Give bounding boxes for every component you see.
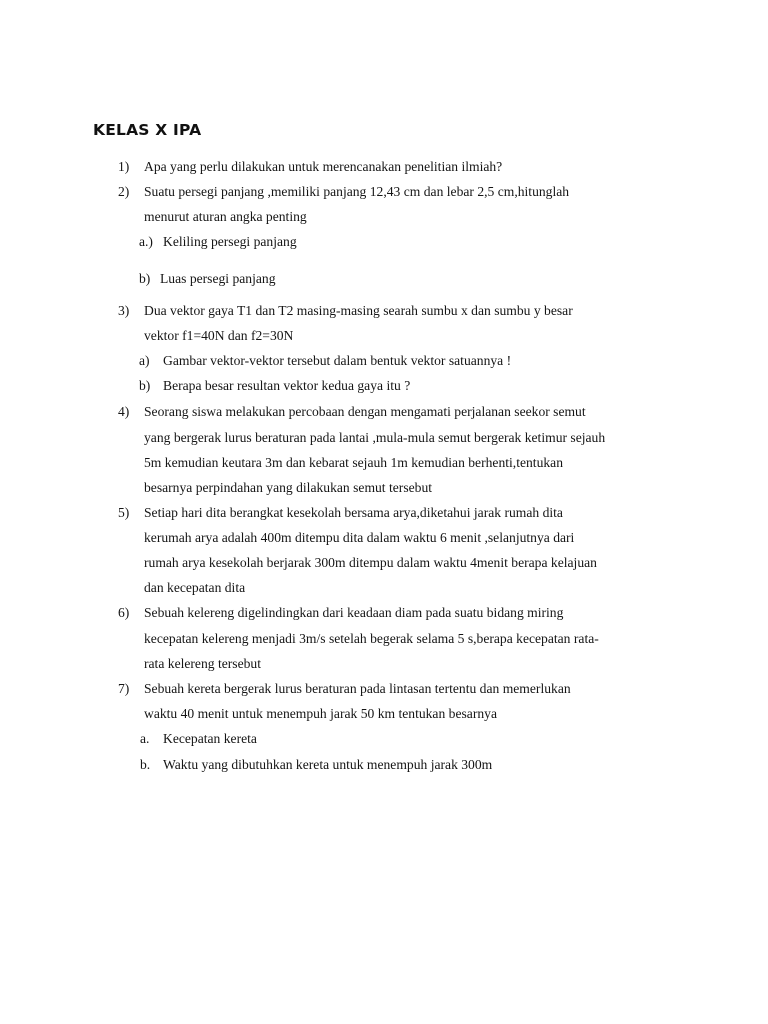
question-2-subitem-a-text: Keliling persegi panjang [163,234,297,249]
question-7-subitem-a-label: a. [140,731,150,746]
question-7-number: 7) [118,681,130,696]
question-4-number: 4) [118,404,130,419]
question-2-subitem-b-label: b) [139,271,151,286]
question-3-subitem-a-text: Gambar vektor-vektor tersebut dalam bentuk vektor satuannya ! [163,353,512,368]
question-5-text-line-4: dan kecepatan dita [144,580,246,595]
question-7-text-line-2: waktu 40 menit untuk menempuh jarak 50 km tentukan besarnya [144,706,497,721]
question-4-text-line-2: yang bergerak lurus beraturan pada lantai ,mula-mula semut bergerak ketimur sejauh [144,430,606,445]
question-7-subitem-b-text: Waktu yang dibutuhkan kereta untuk menempuh jarak 300m [163,757,493,772]
question-5-text-line-3: rumah arya kesekolah berjarak 300m ditempu dalam waktu 4menit berapa kelajuan [144,555,597,570]
question-2-text-line-2: menurut aturan angka penting [144,209,307,224]
question-2-subitem-b-text: Luas persegi panjang [160,271,276,286]
question-6-text-line-2: kecepatan kelereng menjadi 3m/s setelah begerak selama 5 s,berapa kecepatan rata- [144,631,599,646]
question-6-text-line-3: rata kelereng tersebut [144,656,261,671]
question-6-number: 6) [118,605,130,620]
question-4-text-line-3: 5m kemudian keutara 3m dan kebarat sejauh 1m kemudian berhenti,tentukan [144,455,564,470]
question-3-text-line-1: Dua vektor gaya T1 dan T2 masing-masing searah sumbu x dan sumbu y besar [144,303,573,318]
question-7-text-line-1: Sebuah kereta bergerak lurus beraturan pada lintasan tertentu dan memerlukan [144,681,571,696]
page-title: KELAS X IPA [93,121,202,139]
question-1-number: 1) [118,159,130,174]
question-1-text: Apa yang perlu dilakukan untuk merencanakan penelitian ilmiah? [144,159,503,174]
question-3-subitem-b-label: b) [139,378,151,393]
question-3-subitem-a-label: a) [139,353,150,368]
question-5-number: 5) [118,505,130,520]
question-7-subitem-b-label: b. [140,757,151,772]
question-6-text-line-1: Sebuah kelereng digelindingkan dari keadaan diam pada suatu bidang miring [144,605,564,620]
question-4-text-line-1: Seorang siswa melakukan percobaan dengan mengamati perjalanan seekor semut [144,404,586,419]
question-4-text-line-4: besarnya perpindahan yang dilakukan semut tersebut [144,480,433,495]
question-3-text-line-2: vektor f1=40N dan f2=30N [144,328,294,343]
question-2-subitem-a-label: a.) [139,234,153,249]
question-2-text-line-1: Suatu persegi panjang ,memiliki panjang 12,43 cm dan lebar 2,5 cm,hitunglah [144,184,570,199]
question-7-subitem-a-text: Kecepatan kereta [163,731,257,746]
question-3-subitem-b-text: Berapa besar resultan vektor kedua gaya itu ? [163,378,411,393]
question-5-text-line-2: kerumah arya adalah 400m ditempu dita dalam waktu 6 menit ,selanjutnya dari [144,530,575,545]
question-3-number: 3) [118,303,130,318]
question-5-text-line-1: Setiap hari dita berangkat kesekolah bersama arya,diketahui jarak rumah dita [144,505,563,520]
question-2-number: 2) [118,184,130,199]
